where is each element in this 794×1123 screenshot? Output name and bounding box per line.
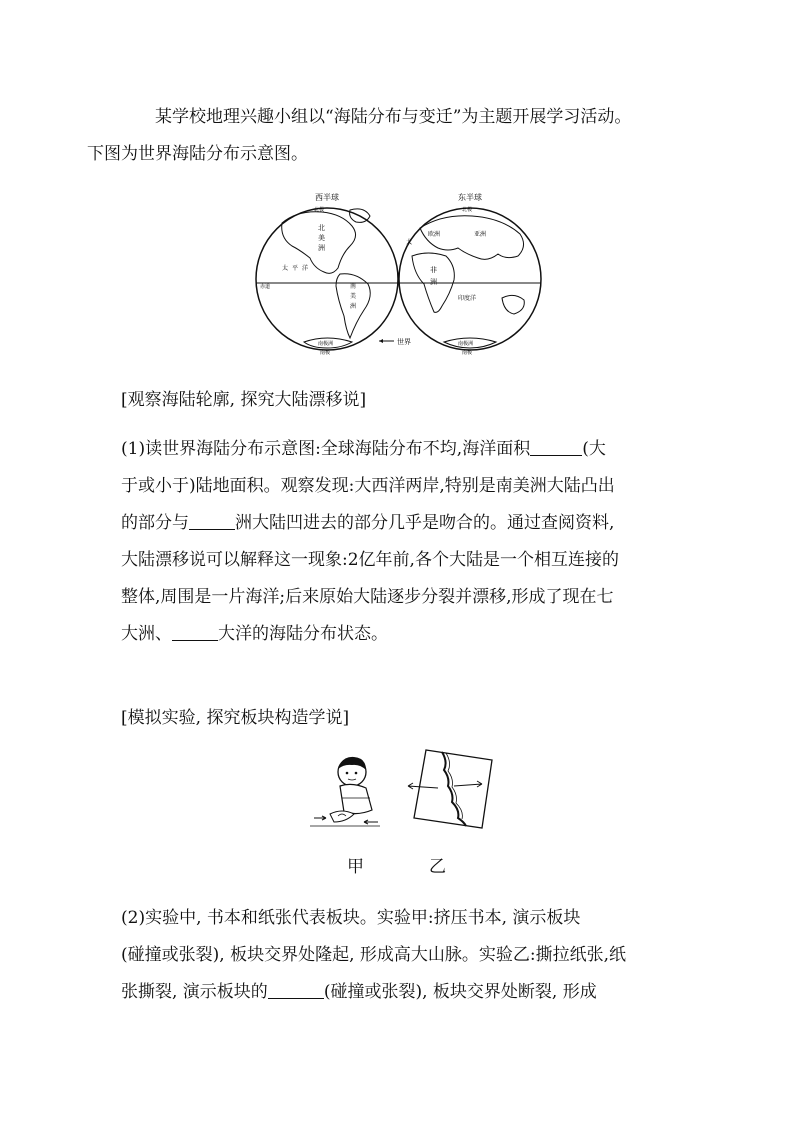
east-label-south-pole: 南极 xyxy=(462,350,473,356)
section1-heading: [观察海陆轮廓, 探究大陆漂移说] xyxy=(121,390,367,410)
q1-blank-1[interactable] xyxy=(530,439,582,456)
west-label-ping: 平 xyxy=(292,265,299,272)
west-label-antarctica: 南极洲 xyxy=(318,341,334,347)
child-body xyxy=(340,784,372,813)
east-label-north-pole: 北极 xyxy=(462,207,473,213)
west-label-south-pole: 南极 xyxy=(320,350,331,356)
caption-b: 乙 xyxy=(429,857,446,877)
east-label-europe: 欧洲 xyxy=(428,231,441,238)
q1-blank-3[interactable] xyxy=(172,624,218,641)
east-label-asia: 亚洲 xyxy=(474,231,487,238)
west-label-bei: 北 xyxy=(318,224,325,232)
q1-line-6: 大洲、 大洋的海陆分布状态。 xyxy=(121,624,388,644)
push-arrow-left xyxy=(314,816,326,820)
book-shape xyxy=(330,811,354,822)
intro-line-1: 某学校地理兴趣小组以“海陆分布与变迁”为主题开展学习活动。 xyxy=(155,107,632,127)
experiment-a-illustration xyxy=(308,752,384,832)
experiment-b-illustration xyxy=(402,746,498,830)
child-eye-left xyxy=(346,772,349,775)
intro-paragraph xyxy=(87,99,681,173)
section2-heading: [模拟实验, 探究板块构造学说] xyxy=(121,708,350,728)
q2-line-1: (2)实验中, 书本和纸张代表板块。实验甲:挤压书本, 演示板块 xyxy=(121,908,581,928)
q2-line-2: (碰撞或张裂), 板块交界处隆起, 形成高大山脉。实验乙:撕拉纸张,纸 xyxy=(121,945,627,965)
west-label-tai: 太 xyxy=(282,265,289,272)
legend-label: 世界 xyxy=(397,338,411,346)
q1-line-1: (1)读世界海陆分布示意图:全球海陆分布不均,海洋面积 (大 xyxy=(121,439,606,459)
push-arrow-right xyxy=(364,820,378,824)
q1-line-4: 大陆漂移说可以解释这一现象:2亿年前,各个大陆是一个相互连接的 xyxy=(121,550,619,570)
world-map-figure xyxy=(252,188,544,358)
question-1 xyxy=(121,431,681,653)
east-label-antarctica: 南极洲 xyxy=(458,341,474,347)
west-hemisphere-title: 西半球 xyxy=(315,193,339,202)
west-label-mei: 美 xyxy=(318,234,325,242)
west-label-equator: 赤道 xyxy=(260,284,271,290)
east-hemisphere-title: 东半球 xyxy=(458,193,482,202)
q2-line-3: 张撕裂, 演示板块的 (碰撞或张裂), 板块交界处断裂, 形成 xyxy=(121,982,597,1002)
q2-blank-1[interactable] xyxy=(268,982,324,999)
q1-line-2: 于或小于)陆地面积。观察发现:大西洋两岸,特别是南美洲大陆凸出 xyxy=(121,476,615,496)
east-label-fei: 非 xyxy=(430,266,437,274)
q1-line-3: 的部分与 洲大陆凹进去的部分几乎是吻合的。通过查阅资料, xyxy=(121,513,615,533)
legend-arrow-head xyxy=(379,339,383,343)
east-label-indian-ocean: 印度洋 xyxy=(458,295,477,302)
intro-line-2: 下图为世界海陆分布示意图。 xyxy=(87,144,308,164)
east-label-da: 大 xyxy=(406,239,413,246)
q1-line-5: 整体,周围是一片海洋;后来原始大陆逐步分裂并漂移,形成了现在七 xyxy=(121,587,614,607)
east-label-zhou: 洲 xyxy=(430,278,437,286)
q1-blank-2[interactable] xyxy=(189,513,235,530)
west-hemisphere-circle xyxy=(256,208,398,350)
child-eye-right xyxy=(355,772,358,775)
west-label-mei2: 美 xyxy=(350,293,357,300)
caption-a: 甲 xyxy=(347,857,364,877)
west-label-nan: 南 xyxy=(350,283,357,290)
west-label-north-pole: 北极 xyxy=(314,207,325,213)
west-label-zhou2: 洲 xyxy=(350,303,357,310)
west-label-yang: 洋 xyxy=(302,265,309,272)
west-label-zhou: 洲 xyxy=(318,244,325,252)
question-2 xyxy=(121,900,681,1011)
